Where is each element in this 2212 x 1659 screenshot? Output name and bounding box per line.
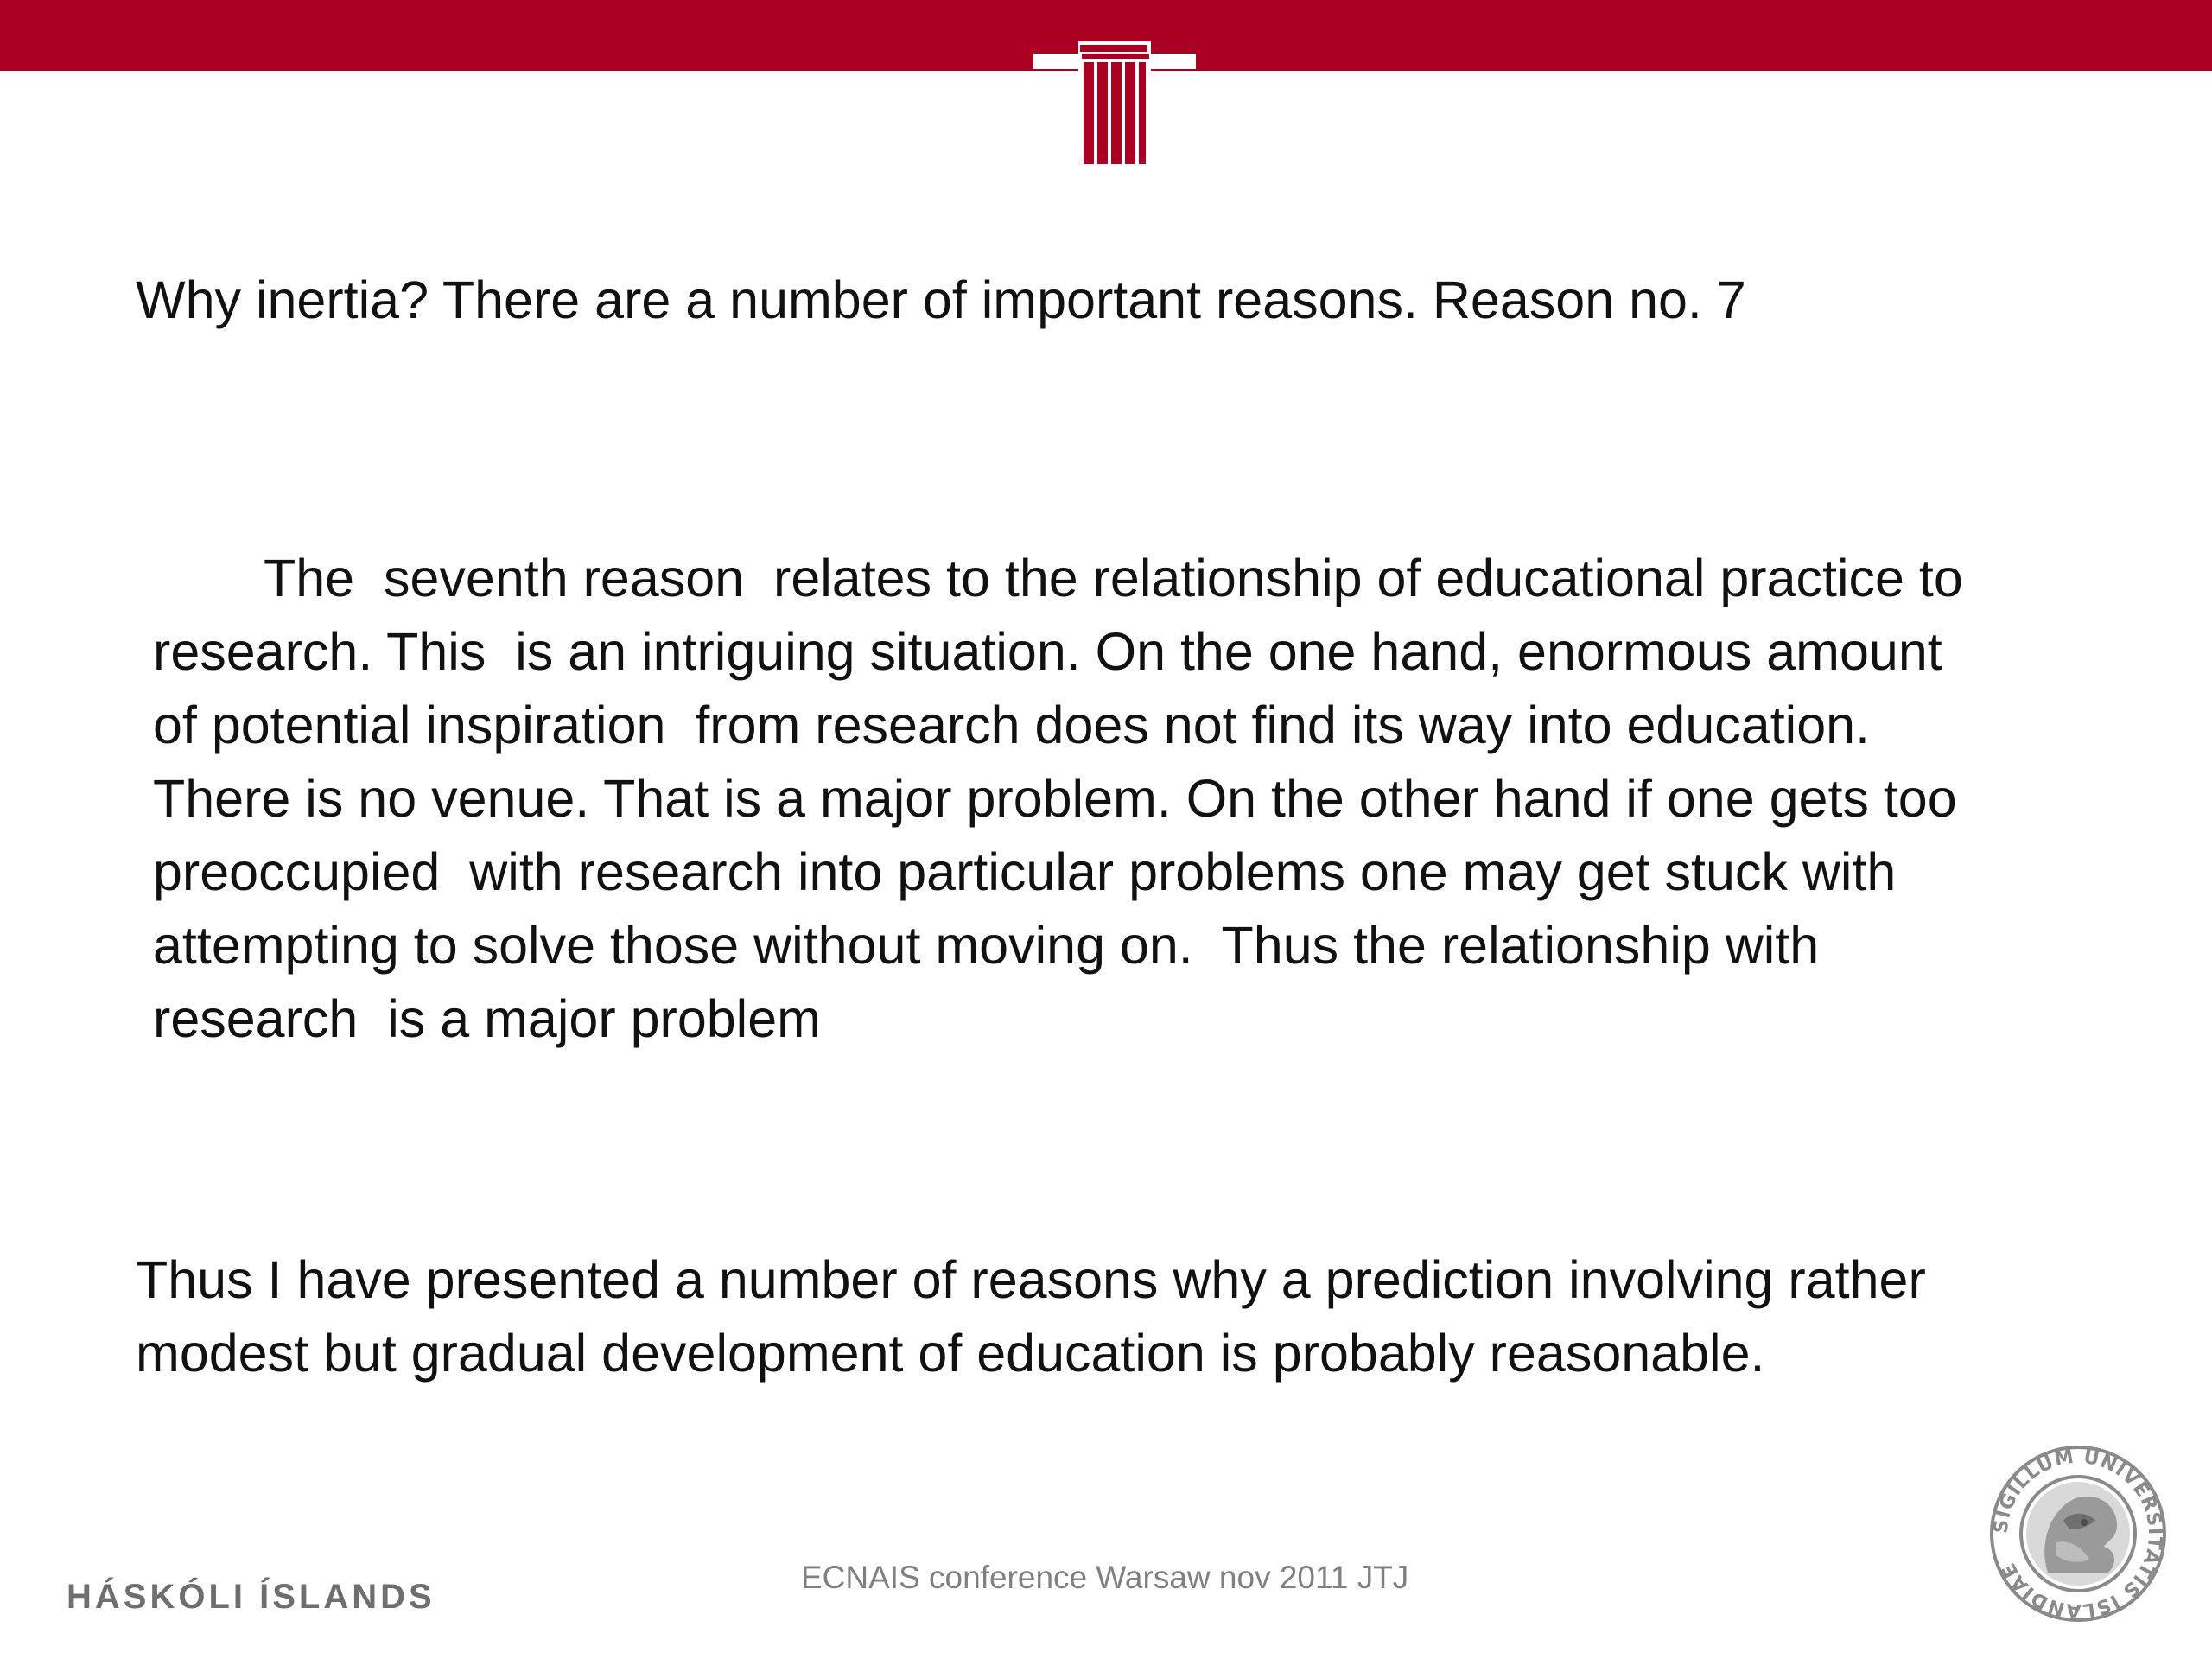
body-line: There is no venue. That is a major problem. On the other hand if one gets too [153,769,1957,828]
institution-name: HÁSKÓLI ÍSLANDS [67,1578,435,1616]
body-line [153,542,2140,615]
conclusion-paragraph [136,1243,2123,1390]
conclusion-line: Thus I have presented a number of reasons why a prediction involving rather [136,1250,1926,1309]
footer-caption: ECNAIS conference Warsaw nov 2011 JTJ [801,1560,1409,1595]
columns-emblem-icon [1033,0,1196,169]
seal-text: SIGILLUM UNIVERSITATIS ISLANDIAE [1990,1446,2166,1622]
body-line: attempting to solve those without moving on. Thus the relationship with [153,916,1820,975]
body-paragraph [153,542,2140,1056]
body-line: preoccupied with research into particular problems one may get stuck with [153,842,1897,901]
body-line: research is a major problem [153,989,821,1048]
body-line-text: The seventh reason relates to the relationship of educational practice to [264,549,1963,607]
slide-heading: Why inertia? There are a number of important reasons. Reason no. 7 [136,270,1746,329]
body-line: research. This is an intriguing situation. On the one hand, enormous amount [153,622,1942,681]
conclusion-line: modest but gradual development of education is probably reasonable. [136,1324,1765,1382]
body-line: of potential inspiration from research does not find its way into education. [153,696,1870,754]
university-seal-icon [1987,1443,2169,1624]
